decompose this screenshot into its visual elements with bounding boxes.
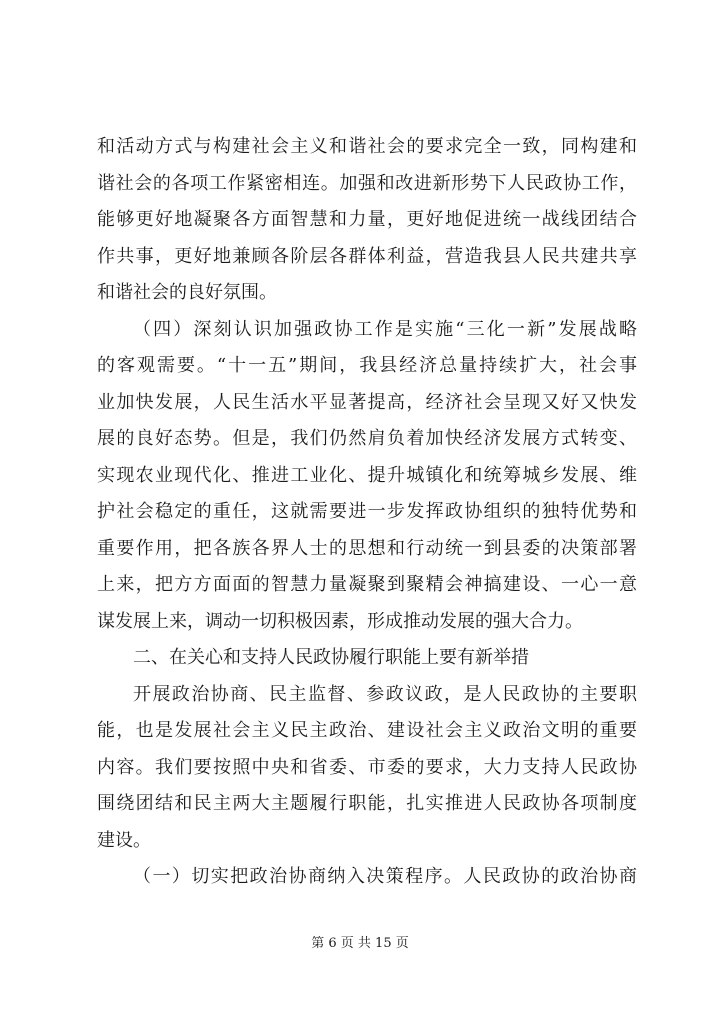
text-line: 和谐社会的良好氛围。 [97,282,277,303]
page-footer: 第 6 页 共 15 页 [311,936,409,951]
text-line: 展的良好态势。但是，我们仍然肩负着加快经济发展方式转变、 [97,428,637,449]
text-line: 和活动方式与构建社会主义和谐社会的要求完全一致，同构建和 [97,136,637,157]
text-line: 围绕团结和民主两大主题履行职能，扎实推进人民政协各项制度 [97,793,637,814]
text-line: 重要作用，把各族各界人士的思想和行动统一到县委的决策部署 [97,537,637,559]
text-line: （四）深刻认识加强政协工作是实施“三化一新”发展战略 [133,318,637,340]
text-line: 内容。我们要按照中央和省委、市委的要求，大力支持人民政协 [97,756,637,778]
text-line: 谋发展上来，调动一切积极因素，形成推动发展的强大合力。 [97,610,583,632]
text-line: 谐社会的各项工作紧密相连。加强和改进新形势下人民政协工作， [97,172,637,194]
text-line: 作共事，更好地兼顾各阶层各群体利益，营造我县人民共建共享 [97,245,637,267]
text-line: 二、在关心和支持人民政协履行职能上要有新举措 [133,647,529,668]
text-line: （一）切实把政治协商纳入决策程序。人民政协的政治协商 [133,866,637,887]
text-line: 业加快发展，人民生活水平显著提高，经济社会呈现又好又快发 [97,391,637,413]
text-line: 护社会稳定的重任，这就需要进一步发挥政协组织的独特优势和 [97,501,637,522]
text-line: 能够更好地凝聚各方面智慧和力量，更好地促进统一战线团结合 [97,209,637,230]
text-line: 能，也是发展社会主义民主政治、建设社会主义政治文明的重要 [97,720,637,741]
text-line: 上来，把方方面面的智慧力量凝聚到聚精会神搞建设、一心一意 [97,574,637,595]
text-line: 实现农业现代化、推进工业化、提升城镇化和统筹城乡发展、维 [97,464,637,486]
text-line: 开展政治协商、民主监督、参政议政，是人民政协的主要职 [133,683,637,705]
text-line: 建设。 [97,829,151,851]
body-text [97,133,637,900]
text-line: 的客观需要。“十一五”期间，我县经济总量持续扩大，社会事 [97,355,637,376]
